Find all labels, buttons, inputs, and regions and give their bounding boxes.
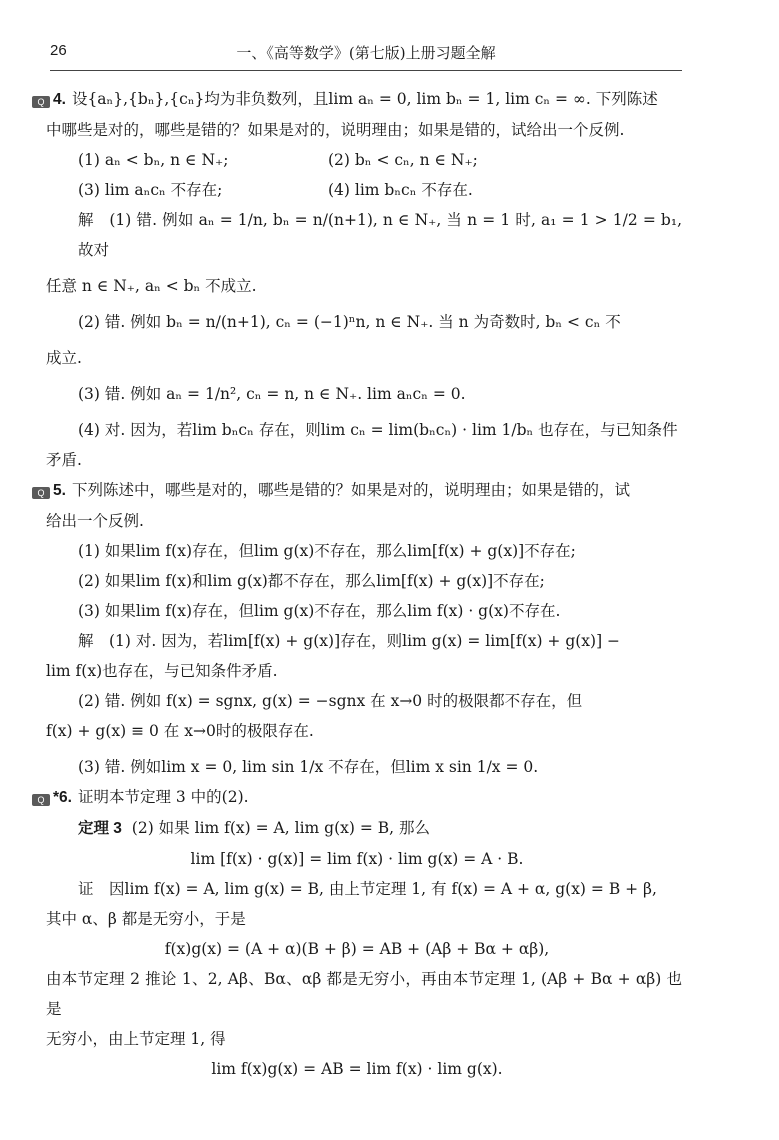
solution-4-3: (3) 错. 例如 aₙ = 1/n², cₙ = n, n ∈ N₊. lim aₙcₙ = 0. (78, 385, 466, 403)
theorem-formula: lim [f(x) · g(x)] = lim f(x) · lim g(x) = A · B. (190, 850, 524, 868)
theorem-3 (32, 813, 682, 844)
problem-text: 证明本节定理 3 中的(2). (77, 788, 249, 806)
problem-4-stem-cont: 中哪些是对的，哪些是错的？如果是对的，说明理由；如果是错的，试给出一个反例. (46, 121, 625, 139)
running-title: 一、《高等数学》(第七版)上册习题全解 (236, 44, 496, 62)
solution-5-1: 解 (1) 对. 因为，若lim[f(x) + g(x)]存在，则lim g(x) = lim[f(x) + g(x)] − (78, 632, 621, 650)
solution-5-2: (2) 错. 例如 f(x) = sgnx, g(x) = −sgnx 在 x→0 时的极限都不存在，但 (78, 692, 583, 710)
option-3: (3) lim aₙcₙ 不存在; (78, 181, 223, 199)
solution-5-2-cont: f(x) + g(x) ≡ 0 在 x→0时的极限存在. (46, 722, 314, 740)
page-number: 26 (50, 42, 67, 59)
problem-text: 下列陈述中，哪些是对的，哪些是错的？如果是对的，说明理由；如果是错的，试 (71, 481, 630, 499)
problem-6-stem (32, 782, 682, 813)
problem-number: 5. (53, 482, 66, 499)
problem-5-stem-cont: 给出一个反例. (46, 512, 144, 530)
search-icon: Q (32, 96, 50, 108)
search-icon: Q (32, 794, 50, 806)
solution-5-1-cont: lim f(x)也存在，与已知条件矛盾. (46, 662, 278, 680)
problem-5-option-1: (1) 如果lim f(x)存在，但lim g(x)不存在，那么lim[f(x) + g(x)]不存在; (78, 542, 576, 560)
proof-line-1: 证 因lim f(x) = A, lim g(x) = B, 由上节定理 1, 有 f(x) = A + α, g(x) = B + β, (78, 880, 657, 898)
search-icon: Q (32, 487, 50, 499)
proof-line-3: 由本节定理 2 推论 1、2, Aβ、Bα、αβ 都是无穷小，再由本节定理 1, (Aβ + Bα + αβ) 也是 (46, 970, 682, 1018)
proof-formula-2: lim f(x)g(x) = AB = lim f(x) · lim g(x). (211, 1060, 503, 1078)
proof-line-2: 其中 α、β 都是无穷小，于是 (46, 910, 246, 928)
solution-4-4-cont: 矛盾. (46, 451, 82, 469)
solution-5-3: (3) 错. 例如lim x = 0, lim sin 1/x 不存在，但lim x sin 1/x = 0. (78, 758, 539, 776)
problem-text: 设{aₙ},{bₙ},{cₙ}均为非负数列，且lim aₙ = 0, lim bₙ = 1, lim cₙ = ∞. 下列陈述 (71, 90, 658, 108)
solution-4-2: (2) 错. 例如 bₙ = n/(n+1), cₙ = (−1)ⁿn, n ∈ N₊. 当 n 为奇数时, bₙ < cₙ 不 (78, 313, 621, 331)
problem-5-option-2: (2) 如果lim f(x)和lim g(x)都不存在，那么lim[f(x) + g(x)]不存在; (78, 572, 545, 590)
problem-4-options-row2 (32, 175, 682, 205)
option-2: (2) bₙ < cₙ, n ∈ N₊; (328, 151, 478, 169)
theorem-text: (2) 如果 lim f(x) = A, lim g(x) = B, 那么 (131, 819, 430, 837)
problem-5-option-3: (3) 如果lim f(x)存在，但lim g(x)不存在，那么lim f(x) · g(x)不存在. (78, 602, 561, 620)
page-header (50, 42, 682, 72)
solution-4-1: 解 (1) 错. 例如 aₙ = 1/n, bₙ = n/(n+1), n ∈ N₊, 当 n = 1 时, a₁ = 1 > 1/2 = b₁, 故对 (78, 211, 682, 259)
solution-4-4: (4) 对. 因为，若lim bₙcₙ 存在，则lim cₙ = lim(bₙcₙ) · lim 1/bₙ 也存在，与已知条件 (78, 421, 678, 439)
problem-number: *6. (53, 789, 72, 806)
theorem-label: 定理 3 (78, 820, 122, 837)
option-4: (4) lim bₙcₙ 不存在. (328, 181, 473, 199)
page-content (32, 84, 682, 1084)
problem-4-options-row1 (32, 145, 682, 175)
option-1: (1) aₙ < bₙ, n ∈ N₊; (78, 151, 229, 169)
proof-line-4: 无穷小，由上节定理 1, 得 (46, 1030, 226, 1048)
header-rule (50, 70, 682, 71)
problem-5-stem (32, 475, 682, 506)
problem-4-stem (32, 84, 682, 115)
proof-formula-1: f(x)g(x) = (A + α)(B + β) = AB + (Aβ + Bα + αβ), (164, 940, 550, 958)
problem-number: 4. (53, 91, 66, 108)
solution-4-1-cont: 任意 n ∈ N₊, aₙ < bₙ 不成立. (46, 277, 257, 295)
solution-4-2-cont: 成立. (46, 349, 82, 367)
